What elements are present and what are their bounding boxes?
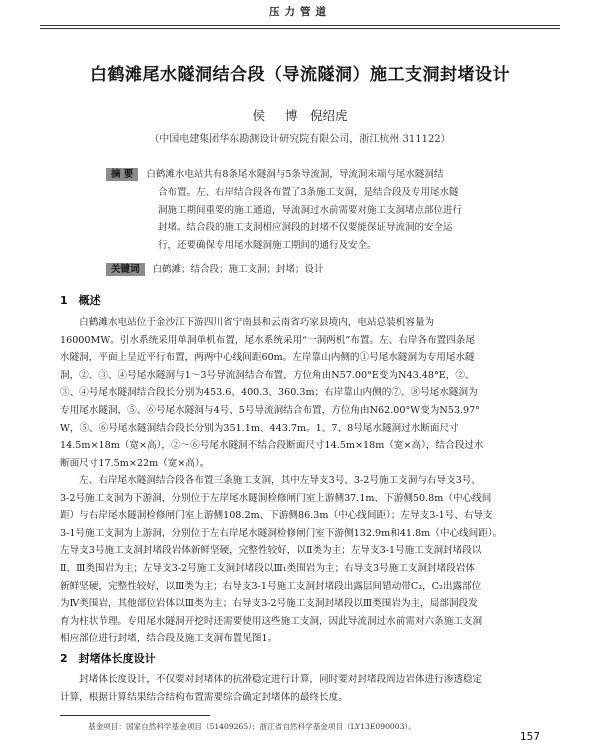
section-1-paragraph-1	[60, 314, 544, 472]
body-line: 水隧洞，平面上呈近平行布置，两两中心线间距60m。左岸靠山内侧的①号尾水隧洞为专用尾水隧	[60, 352, 475, 364]
abstract-line	[106, 166, 542, 184]
keywords-text: 白鹤滩；结合段；施工支洞；封堵；设计	[152, 264, 324, 275]
body-line: 相应部位进行封堵，结合段及施工支洞布置见图1。	[60, 633, 278, 645]
abstract-line: 封堵。结合段的施工支洞相应洞段的封堵不仅要能保证导流洞的安全运	[158, 222, 453, 234]
abstract-text: 白鹤滩水电站共有8条尾水隧洞与5条导流洞，导流洞末端与尾水隧洞结	[146, 169, 444, 180]
author-affiliation: （中国电建集团华东勘测设计研究院有限公司，浙江杭州 311122）	[149, 134, 451, 145]
paper-authors: 侯 博 倪绍虎	[252, 108, 348, 123]
body-line: 16000MW。引水系统采用单洞单机布置，尾水系统采用“一洞两机”布置。左、右岸各布置四条尾	[60, 334, 475, 346]
body-line: 3-1号施工支洞为上游洞，分别位于左右岸尾水隧洞检修闸门室下游侧132.9m和41.8m（中心线间距）。	[60, 527, 503, 539]
section-2-heading: 2 封堵体长度设计	[60, 652, 156, 665]
body-line: 左导支3号施工支洞封堵段岩体新鲜坚硬，完整性较好，以Ⅱ类为主；左导支3-1号施工支洞封堵段以	[60, 545, 482, 557]
header-rule-thick	[40, 25, 560, 26]
body-line: Ⅱ、Ⅲ类围岩为主；左导支3-2号施工支洞封堵段以Ⅲ₁类围岩为主；右导支3号施工支洞封堵段岩体	[60, 562, 475, 574]
body-line: 14.5m×18m（宽×高），②～⑥号尾水隧洞不结合段断面尺寸14.5m×18m（宽×高），结合段过水	[60, 440, 484, 452]
keywords-label: 关键词	[106, 263, 145, 276]
body-line: 距）与右岸尾水隧洞检修闸门室上游侧108.2m、下游侧86.3m（中心线间距）；左导支3-1号、右导支	[60, 510, 493, 522]
body-line: ③、④号尾水隧洞结合段长分别为453.6、400.3、360.3m；右岸靠山内侧的⑦、⑧号尾水隧洞为	[60, 387, 478, 399]
body-line: 3-2号施工支洞为下游洞，分别位于左岸尾水隧洞检修闸门室上游侧37.1m、下游侧50.8m（中心线间	[60, 492, 492, 504]
page-number: 157	[520, 731, 541, 743]
body-line: 洞，②、③、④号尾水隧洞与1～3号导流洞结合布置，方位角由N57.00°E变为N43.48°E，②、	[60, 369, 475, 381]
section-1-paragraph-2	[60, 472, 544, 648]
body-line: 育为柱状节理。专用尾水隧洞开挖时还需要使用这些施工支洞，因此导流洞过水前需对六条施工支洞	[60, 615, 483, 627]
journal-running-header: 压力管道	[269, 6, 331, 18]
body-line: 断面尺寸17.5m×22m（宽×高）。	[60, 457, 210, 469]
body-line: 专用尾水隧洞，⑤、⑥号尾水隧洞与4号、5号导流洞结合布置，方位角由N62.00°W变为N53.97°	[60, 404, 480, 416]
body-line: 新鲜坚硬，完整性较好，以Ⅲ类为主；右导支3-1号施工支洞封堵段出露层间错动带C₂，C₂出露部位	[60, 580, 482, 592]
abstract-label: 摘 要	[106, 168, 138, 181]
footnote-rule	[60, 715, 210, 716]
paper-title: 白鹤滩尾水隧洞结合段（导流隧洞）施工支洞封堵设计	[90, 65, 510, 85]
section-2-paragraph	[60, 671, 544, 706]
abstract-line: 行，还要确保专用尾水隧洞施工期间的通行及安全。	[158, 240, 377, 252]
keywords-block	[106, 261, 542, 279]
abstract-block	[106, 166, 542, 255]
body-line: 为Ⅳ类围岩，其他部位岩体以Ⅲ类为主；右导支3-2号施工支洞封堵段以Ⅲ类围岩为主，局部洞段发	[60, 598, 478, 610]
abstract-line: 洞施工期间重要的施工通道，导流洞过水前需要对施工支洞堵点部位进行	[158, 204, 463, 216]
section-1-heading: 1 概述	[60, 294, 101, 307]
body-line: 封堵体长度设计，不仅要对封堵体的抗滑稳定进行计算，同时要对封堵段周边岩体进行渗透稳定	[60, 674, 483, 685]
funding-footnote: 基金项目：国家自然科学基金项目（51409265）；浙江省自然科学基金项目（LY13E090003）。	[88, 722, 416, 731]
body-line: 计算，根据计算结果结合结构布置需要综合确定封堵体的最终长度。	[60, 691, 348, 703]
abstract-line: 合布置。左、右岸结合段各布置了3条施工支洞，是结合段及专用尾水隧	[158, 186, 459, 198]
body-line: W，⑤、⑥号尾水隧洞结合段长分别为351.1m、443.7m。1、7、8号尾水隧洞过水断面尺寸	[60, 422, 459, 434]
header-rule-thin	[40, 28, 560, 29]
body-line: 白鹤滩水电站位于金沙江下游四川省宁南县和云南省巧家县境内，电站总装机容量为	[60, 317, 435, 328]
body-line: 左、右岸尾水隧洞结合段各布置三条施工支洞，其中左导支3号、3-2号施工支洞与右导支3号、	[60, 475, 481, 486]
